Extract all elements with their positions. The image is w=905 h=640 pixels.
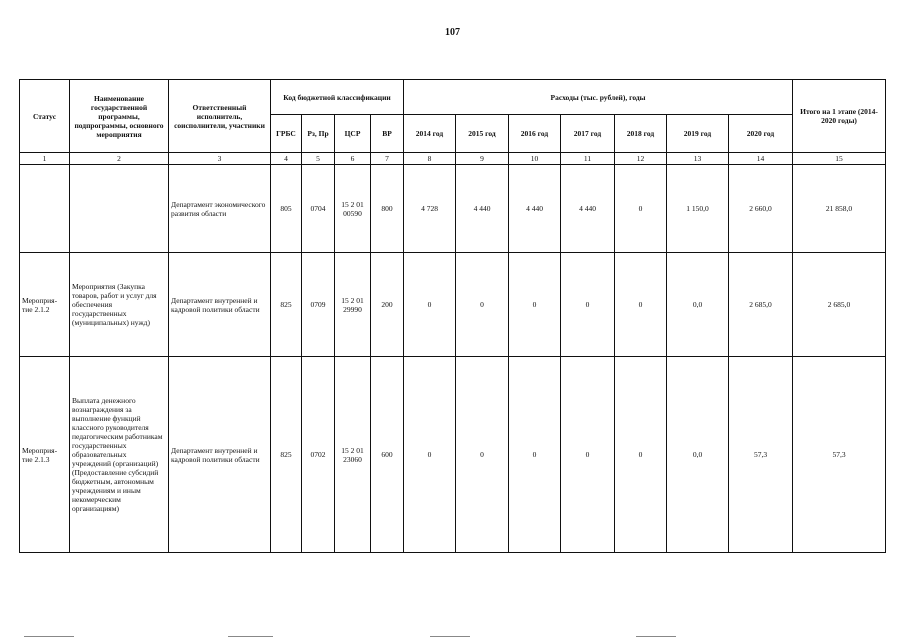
- row-2017: 4 440: [561, 165, 615, 253]
- row-status: Мероприя-тие 2.1.2: [20, 253, 70, 357]
- row-2020: 2 660,0: [729, 165, 793, 253]
- row-rzpr: 0702: [302, 357, 335, 553]
- row-total: 2 685,0: [793, 253, 886, 357]
- header-grbs: ГРБС: [271, 115, 302, 153]
- row-grbs: 805: [271, 165, 302, 253]
- header-rzpr: Рз, Пр: [302, 115, 335, 153]
- row-status: [20, 165, 70, 253]
- row-2017: 0: [561, 357, 615, 553]
- column-numbers-row: [20, 153, 886, 165]
- row-2014: 0: [404, 253, 456, 357]
- scan-edge-mark: [430, 636, 470, 637]
- table-row: [20, 357, 886, 553]
- header-csr: ЦСР: [335, 115, 371, 153]
- row-csr: 15 2 01 29990: [335, 253, 371, 357]
- header-2017: 2017 год: [561, 115, 615, 153]
- scan-edge-mark: [636, 636, 676, 637]
- header-2020: 2020 год: [729, 115, 793, 153]
- column-number: 3: [169, 153, 271, 165]
- row-2015: 0: [456, 253, 509, 357]
- header-2019: 2019 год: [667, 115, 729, 153]
- column-number: 15: [793, 153, 886, 165]
- scan-edge-mark: [228, 636, 273, 637]
- header-vr: ВР: [371, 115, 404, 153]
- column-number: 6: [335, 153, 371, 165]
- row-2018: 0: [615, 357, 667, 553]
- column-number: 12: [615, 153, 667, 165]
- scan-edge-mark: [24, 636, 74, 637]
- row-grbs: 825: [271, 357, 302, 553]
- row-rzpr: 0709: [302, 253, 335, 357]
- header-expenses: Расходы (тыс. рублей), годы: [404, 80, 793, 115]
- header-status: Статус: [20, 80, 70, 153]
- row-csr: 15 2 01 23060: [335, 357, 371, 553]
- header-2018: 2018 год: [615, 115, 667, 153]
- row-2016: 0: [509, 357, 561, 553]
- row-2016: 0: [509, 253, 561, 357]
- row-vr: 600: [371, 357, 404, 553]
- row-2017: 0: [561, 253, 615, 357]
- row-executor: Департамент внутренней и кадровой политики области: [169, 253, 271, 357]
- header-2014: 2014 год: [404, 115, 456, 153]
- row-executor: Департамент экономического развития области: [169, 165, 271, 253]
- row-grbs: 825: [271, 253, 302, 357]
- header-2015: 2015 год: [456, 115, 509, 153]
- row-csr: 15 2 01 00590: [335, 165, 371, 253]
- row-2018: 0: [615, 253, 667, 357]
- column-number: 13: [667, 153, 729, 165]
- row-2014: 0: [404, 357, 456, 553]
- row-2015: 0: [456, 357, 509, 553]
- row-2019: 0,0: [667, 253, 729, 357]
- row-2020: 2 685,0: [729, 253, 793, 357]
- column-number: 4: [271, 153, 302, 165]
- column-number: 10: [509, 153, 561, 165]
- header-name: Наименование государственной программы, подпрограммы, основного мероприятия: [70, 80, 169, 153]
- row-2014: 4 728: [404, 165, 456, 253]
- column-number: 9: [456, 153, 509, 165]
- row-2019: 0,0: [667, 357, 729, 553]
- column-number: 14: [729, 153, 793, 165]
- row-total: 21 858,0: [793, 165, 886, 253]
- page-number: 107: [445, 27, 460, 38]
- row-name: Мероприятия (Закупка товаров, работ и услуг для обеспечения государственных (муниципальных) нужд): [70, 253, 169, 357]
- row-status: Мероприя-тие 2.1.3: [20, 357, 70, 553]
- row-name: Выплата денежного вознаграждения за выполнение функций классного руководителя педагогическим работникам государственных образовательных учреждений (организаций) (Предоставление субсидий бюджетным, автономным учреждениям и иным некомерческим организациям): [70, 357, 169, 553]
- column-number: 7: [371, 153, 404, 165]
- row-vr: 800: [371, 165, 404, 253]
- row-executor: Департамент внутренней и кадровой политики области: [169, 357, 271, 553]
- row-total: 57,3: [793, 357, 886, 553]
- header-executor: Ответственный исполнитель, соисполнители, участники: [169, 80, 271, 153]
- row-2018: 0: [615, 165, 667, 253]
- table-row: [20, 165, 886, 253]
- budget-table: [19, 79, 886, 553]
- header-2016: 2016 год: [509, 115, 561, 153]
- column-number: 11: [561, 153, 615, 165]
- row-2020: 57,3: [729, 357, 793, 553]
- table-row: [20, 253, 886, 357]
- column-number: 2: [70, 153, 169, 165]
- row-name: [70, 165, 169, 253]
- row-vr: 200: [371, 253, 404, 357]
- header-total: Итого на 1 этапе (2014-2020 годы): [793, 80, 886, 153]
- row-2016: 4 440: [509, 165, 561, 253]
- column-number: 5: [302, 153, 335, 165]
- row-2015: 4 440: [456, 165, 509, 253]
- row-rzpr: 0704: [302, 165, 335, 253]
- row-2019: 1 150,0: [667, 165, 729, 253]
- header-budget-code: Код бюджетной классификации: [271, 80, 404, 115]
- column-number: 1: [20, 153, 70, 165]
- column-number: 8: [404, 153, 456, 165]
